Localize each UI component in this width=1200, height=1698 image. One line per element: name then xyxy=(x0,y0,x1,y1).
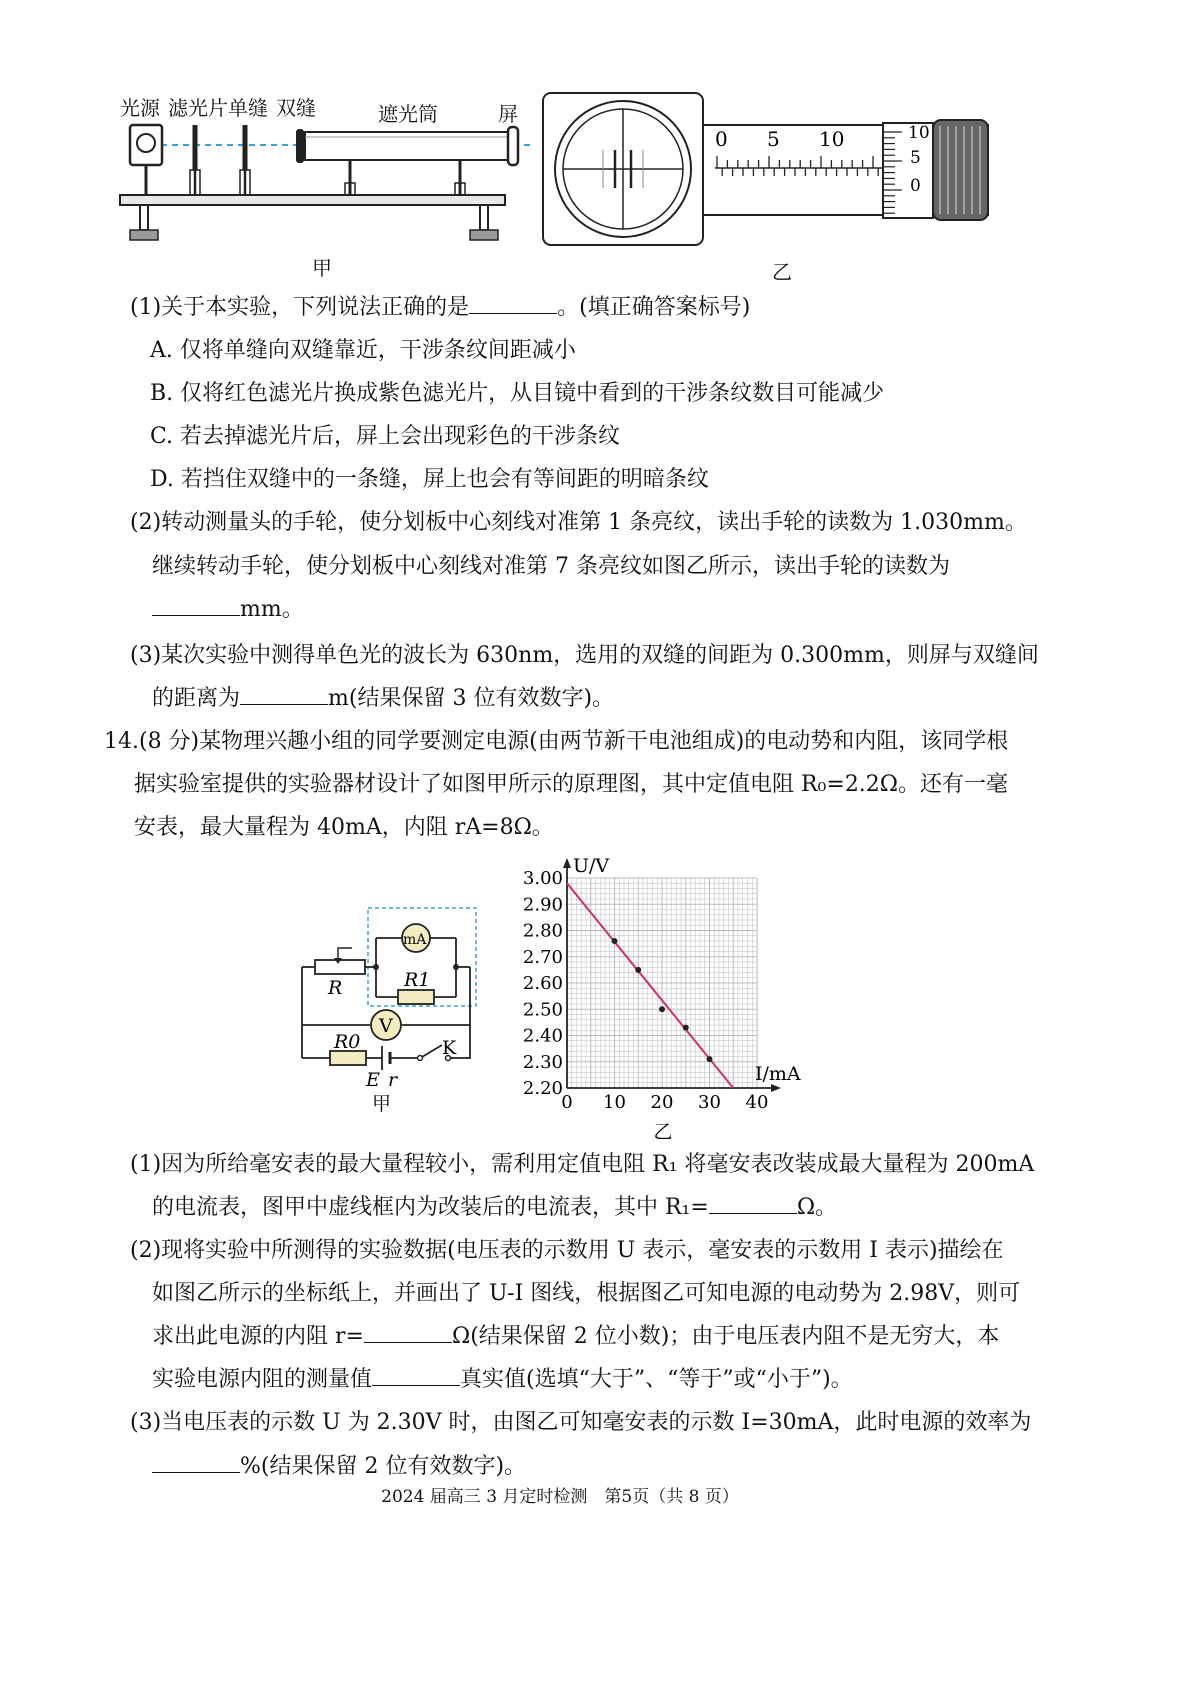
q14-p3-line2: %(结果保留 2 位有效数字)。 xyxy=(152,1452,526,1482)
label-light-source: 光源 xyxy=(120,96,160,120)
q13-p3-line2: 的距离为 m(结果保留 3 位有效数字)。 xyxy=(152,686,615,711)
data-point xyxy=(683,1025,689,1031)
main-scale-0: 0 xyxy=(715,127,728,151)
chart-caption: 乙 xyxy=(653,1121,673,1143)
q14-p2-line2: 如图乙所示的坐标纸上，并画出了 U-I 图线，根据图乙可知电源的电动势为 2.98V，则可 xyxy=(152,1281,1021,1306)
label-r: r xyxy=(388,1069,398,1091)
circuit-diagram xyxy=(290,900,490,1125)
x-tick-label: 20 xyxy=(650,1092,674,1113)
answer-blank[interactable] xyxy=(152,1452,240,1473)
label-R1: R1 xyxy=(404,969,431,991)
q13-option-d: D. 若挡住双缝中的一条缝，屏上也会有等间距的明暗条纹 xyxy=(150,467,709,492)
y-tick-label: 2.20 xyxy=(522,1078,563,1099)
circuit-caption: 甲 xyxy=(372,1093,392,1115)
answer-blank[interactable] xyxy=(469,293,557,314)
fig1-caption-right: 乙 xyxy=(772,260,792,284)
q13-option-a: A. 仅将单缝向双缝靠近，干涉条纹间距减小 xyxy=(150,338,576,363)
q14-p3-line1: (3)当电压表的示数 U 为 2.30V 时，由图乙可知毫安表的示数 I=30mA，此时电源的效率为 xyxy=(130,1410,1032,1435)
q14-p2-line4: 实验电源内阻的测量值 真实值(选填“大于”、“等于”或“小于”)。 xyxy=(152,1367,853,1392)
thimble-5: 5 xyxy=(910,148,921,168)
x-tick-label: 10 xyxy=(603,1092,626,1113)
y-tick-label: 3.00 xyxy=(522,868,563,889)
y-tick-label: 2.90 xyxy=(522,894,563,916)
y-axis-arrow xyxy=(563,858,571,868)
q14-p2-line3: 求出此电源的内阻 r= Ω(结果保留 2 位小数)；由于电压表内阻不是无穷大，本 xyxy=(152,1324,1000,1349)
circuit-drawing xyxy=(290,900,490,1125)
q13-p2-line1: (2)转动测量头的手轮，使分划板中心刻线对准第 1 条亮纹，读出手轮的读数为 1.030mm。 xyxy=(130,510,1027,535)
thimble-10: 10 xyxy=(908,123,930,143)
y-tick-label: 2.70 xyxy=(522,946,563,968)
q14-intro-3: 安表，最大量程为 40mA，内阻 rA=8Ω。 xyxy=(134,815,554,840)
y-tick-label: 2.60 xyxy=(522,973,563,994)
x-axis-label: I/mA xyxy=(755,1063,801,1085)
y-axis-label: U/V xyxy=(573,855,610,877)
label-mA: mA xyxy=(403,932,427,948)
y-tick-label: 2.50 xyxy=(522,999,563,1021)
main-scale-5: 5 xyxy=(767,127,780,151)
answer-blank[interactable] xyxy=(364,1322,452,1343)
q14-p2-line1: (2)现将实验中所测得的实验数据(电压表的示数用 U 表示，毫安表的示数用 I 表示)描绘在 xyxy=(130,1238,1004,1263)
data-point xyxy=(659,1006,665,1012)
fig1-apparatus xyxy=(110,85,550,270)
label-E: E xyxy=(366,1069,380,1091)
q13-p1: (1)关于本实验，下列说法正确的是 。(填正确答案标号) xyxy=(130,295,751,320)
q13-p2-line2: 继续转动手轮，使分划板中心刻线对准第 7 条亮纹如图乙所示，读出手轮的读数为 xyxy=(152,554,950,579)
x-axis-arrow xyxy=(771,1084,781,1092)
main-scale-10: 10 xyxy=(819,127,845,151)
answer-blank[interactable] xyxy=(709,1193,797,1214)
answer-blank[interactable] xyxy=(372,1365,460,1386)
label-K: K xyxy=(442,1037,457,1059)
fig1-caption-left: 甲 xyxy=(312,256,332,280)
x-tick-label: 30 xyxy=(698,1092,721,1113)
label-filter: 滤光片 xyxy=(168,96,228,120)
q13-option-b: B. 仅将红色滤光片换成紫色滤光片，从目镜中看到的干涉条纹数目可能减少 xyxy=(150,381,885,406)
q14-p1-line2: 的电流表，图甲中虚线框内为改装后的电流表，其中 R₁= Ω。 xyxy=(152,1195,838,1220)
label-single-slit: 单缝 xyxy=(228,96,268,120)
page-footer: 2024 届高三 3 月定时检测 第5页（共 8 页） xyxy=(381,1487,739,1507)
label-tube: 遮光筒 xyxy=(378,102,438,126)
fig1-micrometer xyxy=(540,90,1000,250)
data-point xyxy=(707,1056,713,1062)
thimble-0: 0 xyxy=(910,176,921,196)
x-tick-label: 40 xyxy=(745,1092,769,1113)
label-double-slit: 双缝 xyxy=(276,96,316,120)
q14-p1-line1: (1)因为所给毫安表的最大量程较小，需利用定值电阻 R₁ 将毫安表改装成最大量程为 200mA xyxy=(130,1152,1035,1177)
y-tick-label: 2.80 xyxy=(522,920,563,942)
ui-chart-svg xyxy=(515,850,815,1150)
data-point xyxy=(635,967,641,973)
data-point xyxy=(612,938,618,944)
micrometer-drawing xyxy=(540,90,1000,250)
label-V: V xyxy=(379,1015,393,1037)
q13-option-c: C. 若去掉滤光片后，屏上会出现彩色的干涉条纹 xyxy=(150,424,621,449)
answer-blank[interactable] xyxy=(152,595,240,616)
label-R0: R0 xyxy=(334,1031,361,1053)
q13-p3-line1: (3)某次实验中测得单色光的波长为 630nm，选用的双缝的间距为 0.300mm，则屏与双缝间 xyxy=(130,643,1039,668)
x-tick-label: 0 xyxy=(561,1092,573,1113)
y-tick-label: 2.40 xyxy=(522,1025,563,1047)
q14-intro-2: 据实验室提供的实验器材设计了如图甲所示的原理图，其中定值电阻 R₀=2.2Ω。还有一毫 xyxy=(134,772,1009,797)
q14-intro-1: 14.(8 分)某物理兴趣小组的同学要测定电源(由两节新干电池组成)的电动势和内阻，该同学根 xyxy=(104,729,1009,754)
label-R: R xyxy=(328,977,343,999)
q13-p2-line3: mm。 xyxy=(152,595,304,625)
ui-chart xyxy=(515,850,815,1150)
y-tick-label: 2.30 xyxy=(522,1051,563,1073)
label-screen: 屏 xyxy=(498,102,518,126)
answer-blank[interactable] xyxy=(240,684,328,705)
